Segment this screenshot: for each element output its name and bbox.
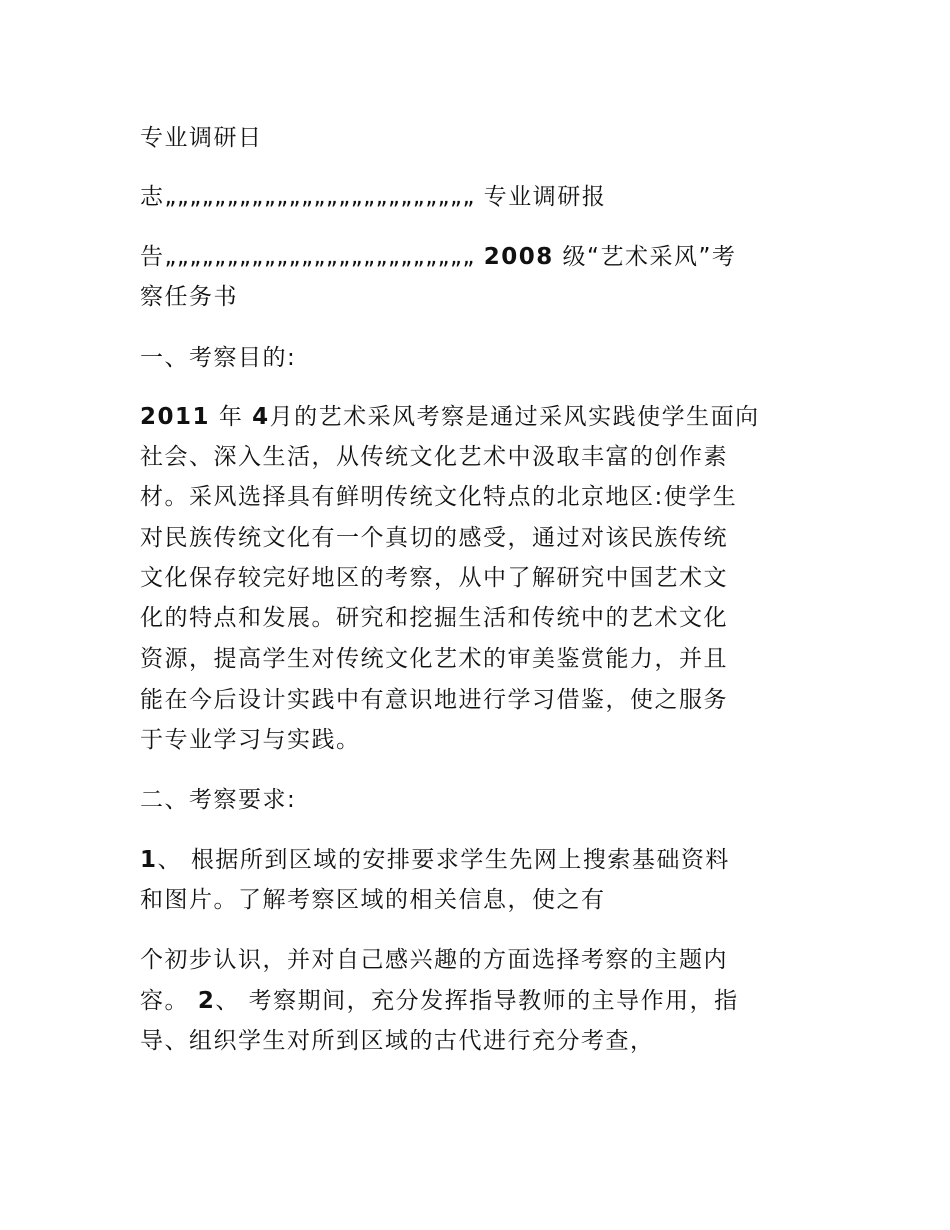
- toc-item-1-tail: 志: [140, 184, 165, 210]
- toc-line-2: [140, 177, 820, 217]
- paragraph-year-unit: 年: [218, 404, 244, 430]
- requirement-2-line-2: 导、组织学生对所到区域的古代进行充分考查，: [140, 1028, 655, 1054]
- paragraph-year: 2011: [140, 404, 211, 430]
- requirement-1-text: 根据所到区域的安排要求学生先网上搜索基础资料: [190, 847, 730, 873]
- toc-item-2-text: 专业调研报: [483, 184, 607, 210]
- section-2-heading: [140, 780, 820, 820]
- requirement-1-number: 1: [140, 847, 158, 873]
- toc-line-3: [140, 237, 820, 277]
- section-1-paragraph-line: 对民族传统文化有一个真切的感受，通过对该民族传统: [140, 525, 728, 551]
- toc-item-3-title-tail: 察任务书: [140, 284, 238, 310]
- requirement-2-line-1: [140, 981, 820, 1021]
- section-1-paragraph-line: 材。采风选择具有鲜明传统文化特点的北京地区:使学生: [140, 484, 738, 510]
- paragraph-line-1-text: 月的艺术采风考察是通过采风实践使学生面向: [269, 404, 760, 430]
- toc-item-3-year: 2008: [483, 244, 554, 270]
- toc-line-4: [140, 277, 820, 317]
- toc-leader-dots-2: „„„„„„„„„„„„„„„„„„„„„„„„„: [164, 244, 475, 270]
- toc-item-1-text: 专业调研日: [140, 125, 263, 151]
- toc-item-3-title: 级“艺术采风”考: [562, 244, 737, 270]
- requirement-1-separator: 、: [157, 847, 183, 873]
- paragraph-month: 4: [252, 404, 270, 430]
- section-1-paragraph-line: 能在今后设计实践中有意识地进行学习借鉴，使之服务: [140, 687, 728, 713]
- requirement-1-line-3: 个初步认识，并对自己感兴趣的方面选择考察的主题内: [140, 947, 728, 973]
- requirement-1-line-2: 和图片。了解考察区域的相关信息，使之有: [140, 887, 606, 913]
- section-1-heading: [140, 338, 820, 378]
- section-1-paragraph-line: 于专业学习与实践。: [140, 727, 361, 753]
- section-2-heading-text: 二、考察要求:: [140, 787, 297, 813]
- section-1-paragraph-line: 资源，提高学生对传统文化艺术的审美鉴赏能力，并且: [140, 646, 728, 672]
- requirement-1-end: 容。: [140, 988, 189, 1014]
- section-1-paragraph-line: 化的特点和发展。研究和挖掘生活和传统中的艺术文化: [140, 605, 728, 631]
- requirement-1-line-1: [140, 840, 820, 880]
- requirement-2-number: 2: [197, 988, 216, 1014]
- toc-line-1: [140, 118, 820, 158]
- requirement-2-text: 考察期间，充分发挥指导教师的主导作用，指: [248, 988, 739, 1014]
- section-1-heading-text: 一、考察目的:: [140, 345, 297, 371]
- section-1-paragraph-line: 社会、深入生活，从传统文化艺术中汲取丰富的创作素: [140, 444, 728, 470]
- section-1-paragraph-line-1: [140, 397, 820, 437]
- section-1-paragraph-line: 文化保存较完好地区的考察，从中了解研究中国艺术文: [140, 565, 728, 591]
- requirement-2-separator: 、: [215, 988, 240, 1014]
- toc-leader-dots-1: „„„„„„„„„„„„„„„„„„„„„„„„„: [164, 184, 475, 210]
- toc-item-2-tail: 告: [140, 244, 165, 270]
